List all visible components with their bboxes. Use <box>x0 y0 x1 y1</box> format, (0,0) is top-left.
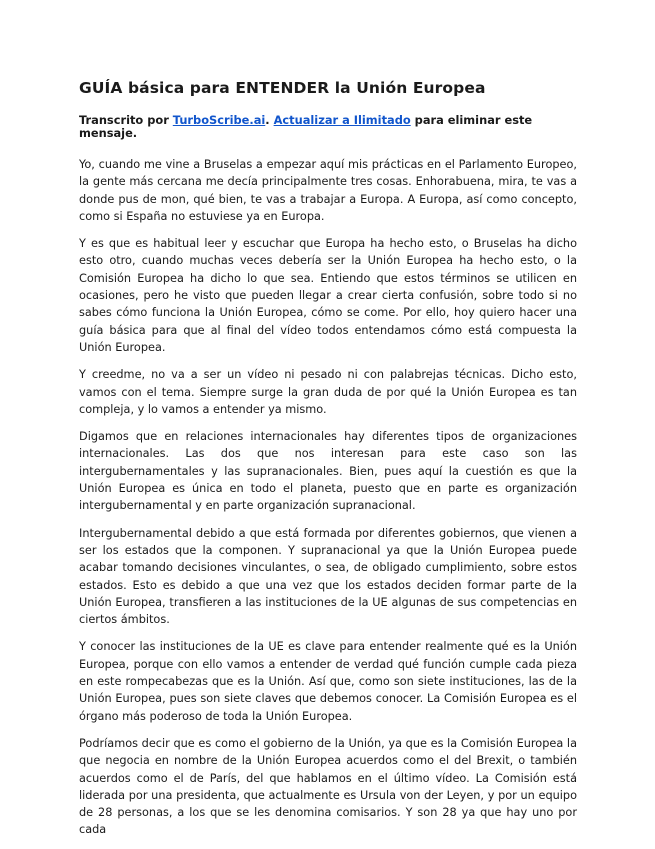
paragraph: Y conocer las instituciones de la UE es clave para entender realmente qué es la Unión Europea, porque con ello vamos a entender de verdad qué función cumple cada pieza en este rompecabezas que es la Unión. Así que, como son siete instituciones, las de la Unión Europea, pues son siete claves que debemos conocer. La Comisión Europea es el órgano más poderoso de toda la Unión Europea. <box>79 640 577 723</box>
paragraph: Yo, cuando me vine a Bruselas a empezar aquí mis prácticas en el Parlamento Europeo, la gente más cercana me decía principalmente tres cosas. Enhorabuena, mira, te vas a donde pus de mon, qué bien, te vas a trabajar a Europa. A Europa, así como concepto, como si España no estuviese ya en Europa. <box>79 158 577 223</box>
paragraph: Digamos que en relaciones internacionales hay diferentes tipos de organizaciones internacionales. Las dos que nos interesan para este caso son las intergubernamentales y las supranacionales. Bien, pues aquí la cuestión es que la Unión Europea es única en todo el planeta, puesto que en parte es organización intergubernamental y en parte organización supranacional. <box>79 430 577 513</box>
notice-separator: . <box>265 113 274 127</box>
notice-suffix: para eliminar este mensaje. <box>79 113 533 140</box>
transcription-notice <box>79 114 577 140</box>
document-title: GUÍA básica para ENTENDER la Unión Europea <box>79 79 486 97</box>
paragraph: Podríamos decir que es como el gobierno de la Unión, ya que es la Comisión Europea la que negocia en nombre de la Unión Europea acuerdos como el del Brexit, o también acuerdos como el de París, del que hablamos en el último vídeo. La Comisión está liderada por una presidenta, que actualmente es Ursula von der Leyen, y por un equipo de 28 personas, a los que se les denomina comisarios. Y son 28 ya que hay uno por cada <box>79 736 577 837</box>
turboscribe-link[interactable]: TurboScribe.ai <box>172 113 266 127</box>
paragraph: Y creedme, no va a ser un vídeo ni pesado ni con palabrejas técnicas. Dicho esto, vamos con el tema. Siempre surge la gran duda de por qué la Unión Europea es tan compleja, y lo vamos a entender ya mismo. <box>79 368 577 416</box>
document-page <box>79 79 577 849</box>
notice-prefix: Transcrito por <box>79 113 173 127</box>
paragraph: Y es que es habitual leer y escuchar que Europa ha hecho esto, o Bruselas ha dicho esto otro, cuando muchas veces debería ser la Unión Europea ha hecho esto, o la Comisión Europea ha dicho lo que sea. Entiendo que estos términos se utilicen en ocasiones, pero he visto que pueden llegar a crear cierta confusión, sobre todo si no sabes cómo funciona la Unión Europea, cómo se come. Por ello, hoy quiero hacer una guía básica para que al final del vídeo todos entendamos cómo está compuesta la Unión Europea. <box>79 237 577 354</box>
upgrade-unlimited-link[interactable]: Actualizar a Ilimitado <box>273 113 411 127</box>
paragraph: Intergubernamental debido a que está formada por diferentes gobiernos, que vienen a ser los estados que la componen. Y supranacional ya que la Unión Europea puede acabar tomando decisiones vinculantes, o sea, de obligado cumplimiento, sobre estos estados. Esto es debido a que una vez que los estados deciden formar parte de la Unión Europea, transfieren a las instituciones de la UE algunas de sus competencias en ciertos ámbitos. <box>79 526 577 627</box>
